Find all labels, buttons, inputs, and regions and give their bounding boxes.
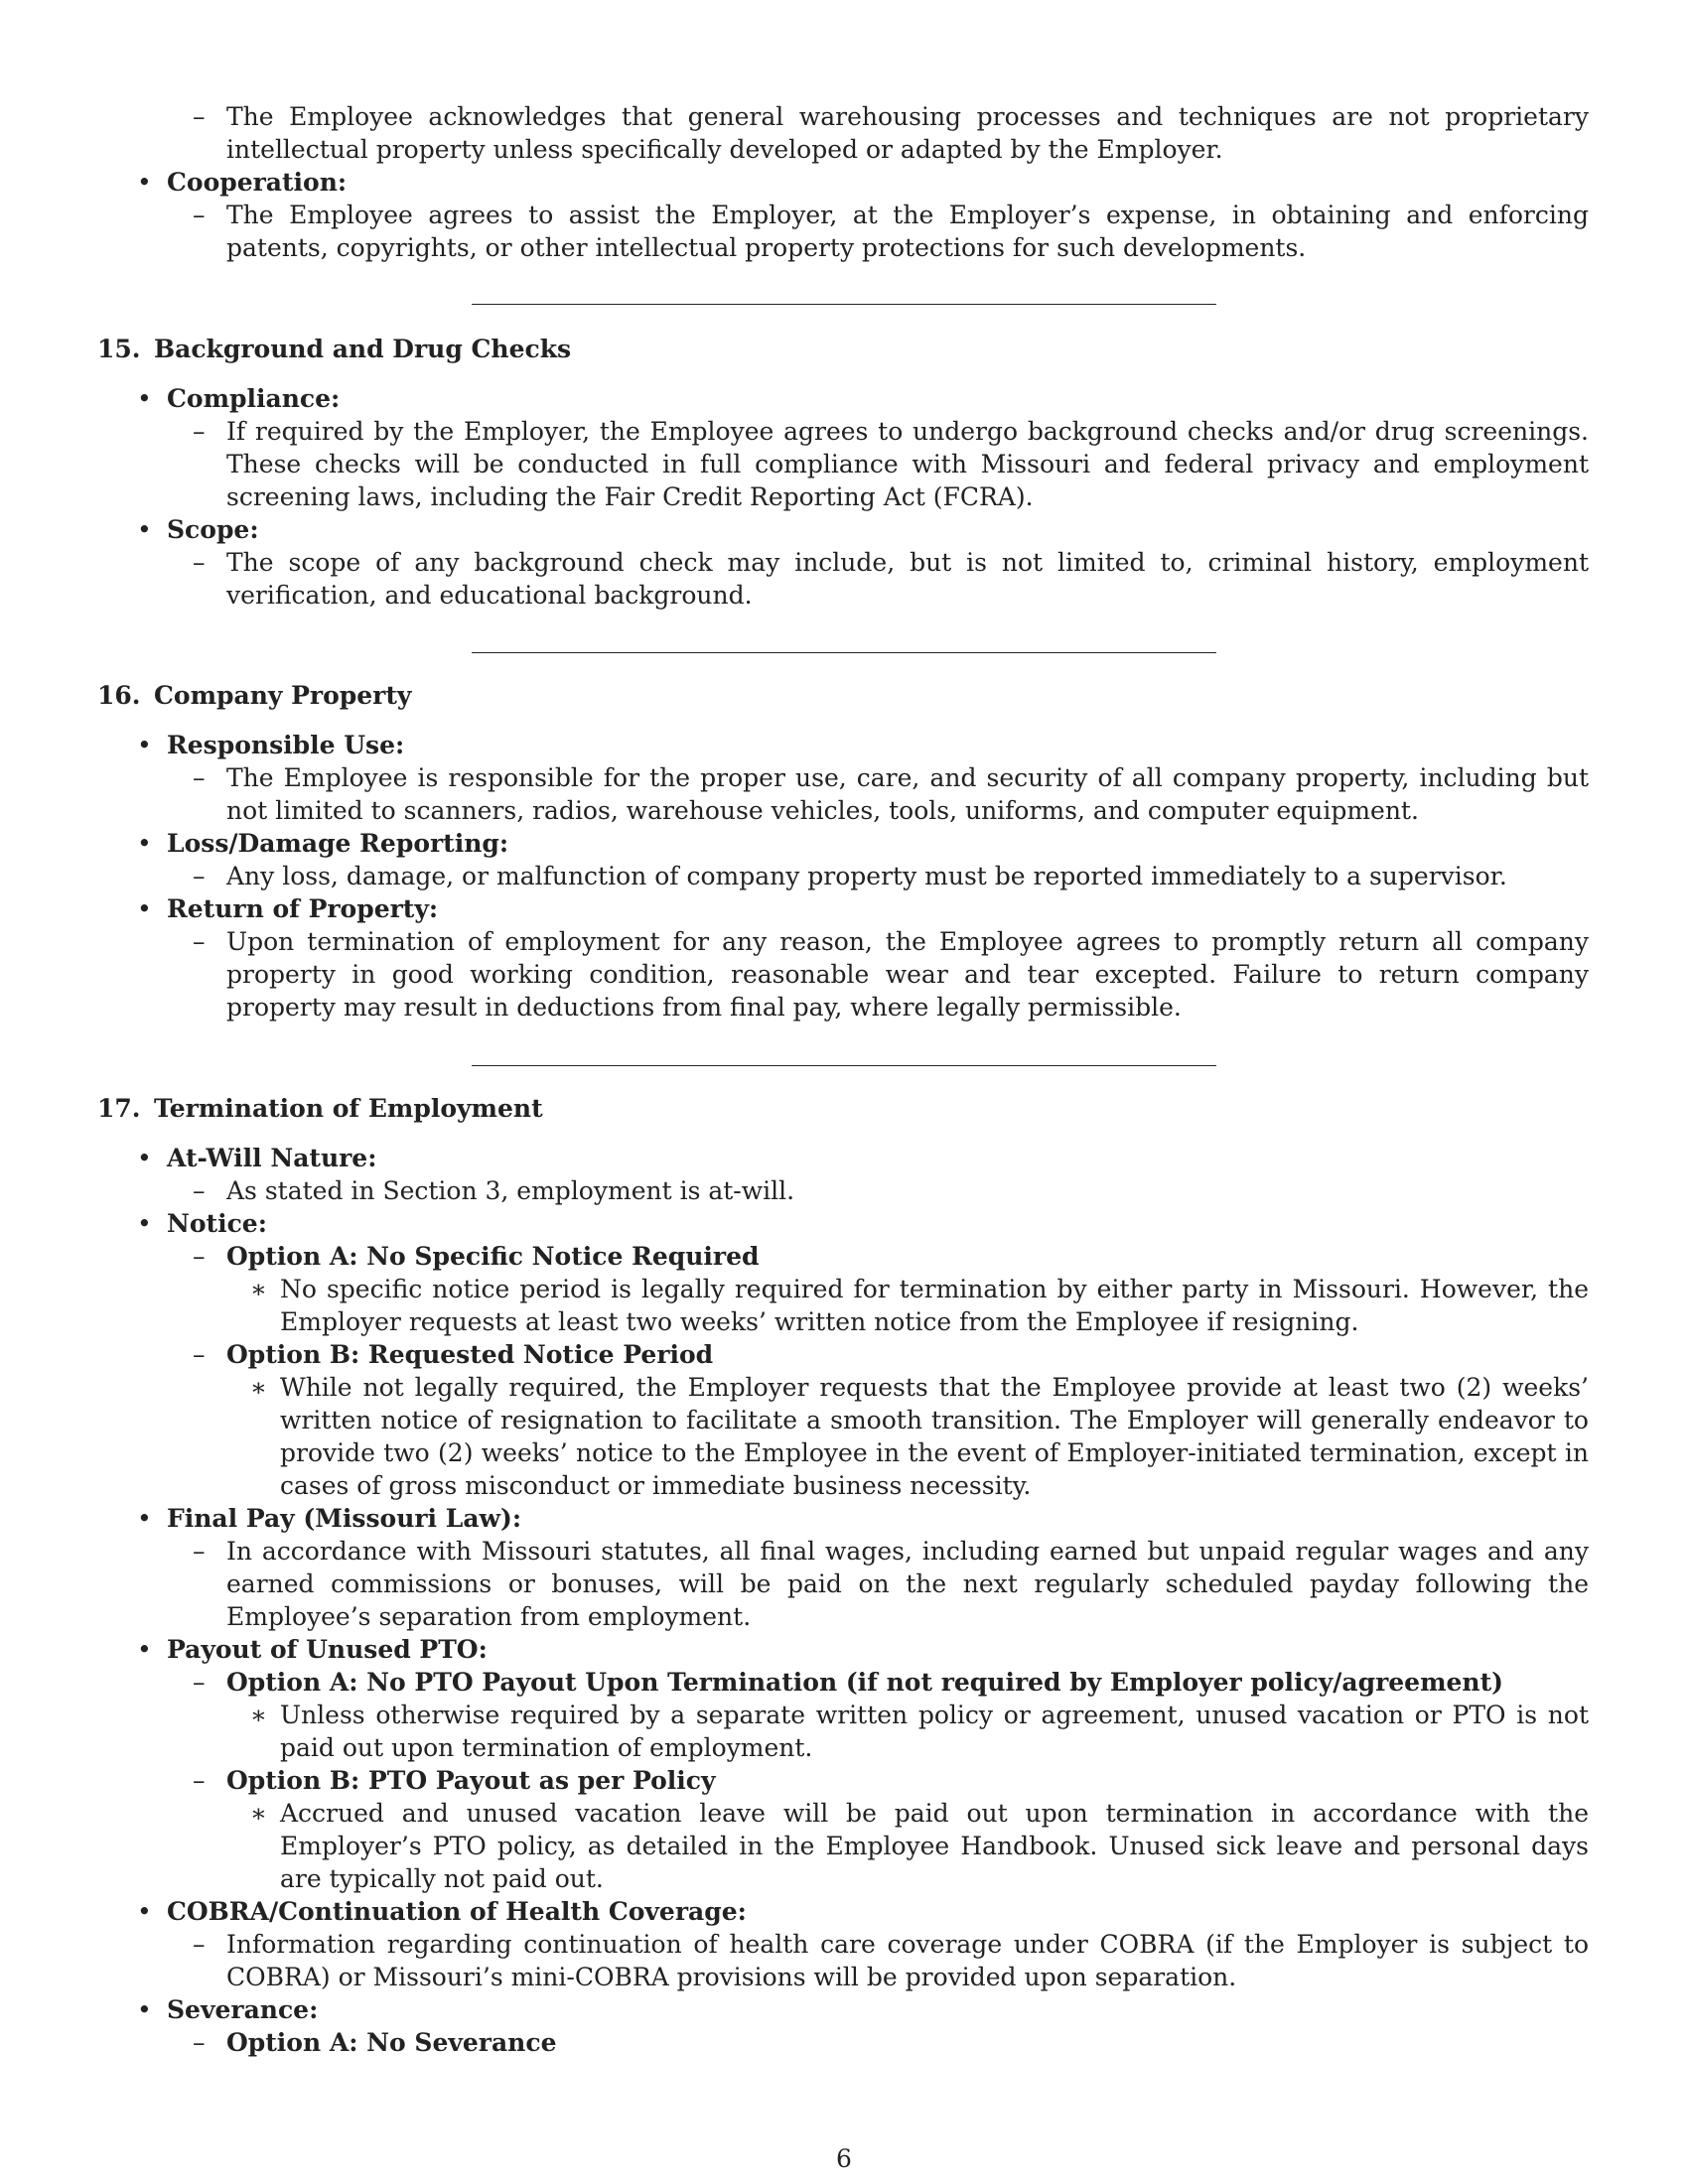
dash-marker: – [193, 548, 206, 577]
section-title: Termination of Employment [154, 1094, 543, 1123]
bullet-marker: • [137, 894, 152, 923]
at-will-subitem [193, 1174, 1589, 1207]
return-property-subitem [193, 925, 1589, 1024]
return-property-item [137, 892, 1589, 925]
bullet-marker: • [137, 384, 152, 413]
compliance-text: If required by the Employer, the Employee agrees to undergo background checks and/or drug screenings. These checks will be conducted in full compliance with Missouri and federal privacy and employment screening laws, including the Fair Credit Reporting Act (FCRA). [226, 417, 1589, 511]
dash-marker: – [193, 1176, 206, 1205]
notice-option-a [193, 1240, 1589, 1273]
section-title: Company Property [154, 681, 412, 710]
dash-marker: – [193, 102, 206, 131]
severance-option-a [193, 2026, 1589, 2059]
scope-item [137, 513, 1589, 546]
severance-option-a-label: Option A: No Severance [226, 2028, 557, 2057]
asterisk-marker: ∗ [250, 1373, 267, 1402]
final-pay-text: In accordance with Missouri statutes, all final wages, including earned but unpaid regular wages and any earned commissions or bonuses, will be paid on the next regularly scheduled payday following the Employee’s separation from employment. [226, 1537, 1589, 1631]
cooperation-subitem [193, 199, 1589, 264]
section-divider [472, 304, 1216, 305]
pto-option-b-text: Accrued and unused vacation leave will be paid out upon termination in accordance with the Employer’s PTO policy, as detailed in the Employee Handbook. Unused sick leave and personal days are typically not paid out. [280, 1799, 1589, 1893]
bullet-marker: • [137, 515, 152, 544]
cooperation-label: Cooperation: [167, 168, 348, 197]
bullet-marker: • [137, 1209, 152, 1238]
bullet-marker: • [137, 1995, 152, 2024]
compliance-subitem [193, 415, 1589, 513]
pto-option-a-label: Option A: No PTO Payout Upon Termination (if not required by Employer policy/agreement) [226, 1668, 1503, 1697]
dash-marker: – [193, 201, 206, 229]
loss-reporting-label: Loss/Damage Reporting: [167, 829, 509, 858]
cooperation-item [137, 166, 1589, 199]
cooperation-text: The Employee agrees to assist the Employer, at the Employer’s expense, in obtaining and enforcing patents, copyrights, or other intellectual property protections for such developments. [226, 201, 1589, 262]
asterisk-marker: ∗ [250, 1799, 267, 1828]
section-number: 15. [97, 335, 141, 363]
dash-marker: – [193, 1766, 206, 1795]
bullet-marker: • [137, 1635, 152, 1664]
loss-reporting-text: Any loss, damage, or malfunction of company property must be reported immediately to a supervisor. [226, 862, 1507, 890]
scope-label: Scope: [167, 515, 259, 544]
pto-option-a-text: Unless otherwise required by a separate written policy or agreement, unused vacation or PTO is not paid out upon termination of employment. [280, 1701, 1589, 1762]
section-16-heading [97, 679, 411, 712]
dash-marker: – [193, 1930, 206, 1959]
notice-option-a-label: Option A: No Specific Notice Required [226, 1242, 760, 1271]
pto-option-b [193, 1764, 1589, 1797]
asterisk-marker: ∗ [250, 1701, 267, 1729]
loss-reporting-item [137, 827, 1589, 860]
pto-option-b-detail [250, 1797, 1589, 1895]
dash-marker: – [193, 1537, 206, 1566]
pto-payout-label: Payout of Unused PTO: [167, 1635, 488, 1664]
bullet-marker: • [137, 168, 152, 197]
responsible-use-text: The Employee is responsible for the proper use, care, and security of all company property, including but not limited to scanners, radios, warehouse vehicles, tools, uniforms, and computer equipment. [226, 763, 1589, 825]
notice-option-b-text: While not legally required, the Employer requests that the Employee provide at least two (2) weeks’ written notice of resignation to facilitate a smooth transition. The Employer will generally endeavor to provide two (2) weeks’ notice to the Employee in the event of Employer-initiated termination, except in cases of gross misconduct or immediate business necessity. [280, 1373, 1589, 1500]
cobra-item [137, 1895, 1589, 1928]
bullet-marker: • [137, 731, 152, 759]
final-pay-item [137, 1502, 1589, 1535]
compliance-item [137, 382, 1589, 415]
dash-marker: – [193, 417, 206, 446]
section-divider [472, 1065, 1216, 1066]
severance-item [137, 1993, 1589, 2026]
responsible-use-subitem [193, 761, 1589, 827]
bullet-marker: • [137, 1897, 152, 1926]
asterisk-marker: ∗ [250, 1275, 267, 1303]
at-will-item [137, 1142, 1589, 1174]
dash-marker: – [193, 1242, 206, 1271]
pto-payout-item [137, 1633, 1589, 1666]
dash-marker: – [193, 1668, 206, 1697]
notice-item [137, 1207, 1589, 1240]
scope-subitem [193, 546, 1589, 612]
section-number: 16. [97, 681, 141, 710]
pto-option-a [193, 1666, 1589, 1699]
ip-acknowledgement-text: The Employee acknowledges that general warehousing processes and techniques are not proprietary intellectual property unless specifically developed or adapted by the Employer. [226, 102, 1589, 164]
bullet-marker: • [137, 829, 152, 858]
at-will-label: At-Will Nature: [167, 1144, 377, 1172]
pto-option-b-label: Option B: PTO Payout as per Policy [226, 1766, 716, 1795]
return-property-label: Return of Property: [167, 894, 439, 923]
scope-text: The scope of any background check may include, but is not limited to, criminal history, employment verification, and educational background. [226, 548, 1589, 610]
compliance-label: Compliance: [167, 384, 341, 413]
notice-label: Notice: [167, 1209, 267, 1238]
bullet-marker: • [137, 1144, 152, 1172]
cobra-subitem [193, 1928, 1589, 1993]
notice-option-b-detail [250, 1371, 1589, 1502]
severance-label: Severance: [167, 1995, 319, 2024]
section-number: 17. [97, 1094, 141, 1123]
cobra-label: COBRA/Continuation of Health Coverage: [167, 1897, 747, 1926]
at-will-text: As stated in Section 3, employment is at-will. [226, 1176, 795, 1205]
return-property-text: Upon termination of employment for any reason, the Employee agrees to promptly return all company property in good working condition, reasonable wear and tear excepted. Failure to return company property may result in deductions from final pay, where legally permissible. [226, 927, 1589, 1022]
cobra-text: Information regarding continuation of health care coverage under COBRA (if the Employer is subject to COBRA) or Missouri’s mini-COBRA provisions will be provided upon separation. [226, 1930, 1589, 1991]
final-pay-label: Final Pay (Missouri Law): [167, 1504, 522, 1533]
notice-option-b [193, 1338, 1589, 1371]
notice-option-b-label: Option B: Requested Notice Period [226, 1340, 714, 1369]
dash-marker: – [193, 1340, 206, 1369]
final-pay-subitem [193, 1535, 1589, 1633]
responsible-use-item [137, 729, 1589, 761]
bullet-marker: • [137, 1504, 152, 1533]
pto-option-a-detail [250, 1699, 1589, 1764]
page-number: 6 [836, 2144, 852, 2173]
notice-option-a-detail [250, 1273, 1589, 1338]
dash-marker: – [193, 862, 206, 890]
section-title: Background and Drug Checks [154, 335, 572, 363]
dash-marker: – [193, 763, 206, 792]
responsible-use-label: Responsible Use: [167, 731, 405, 759]
section-15-heading [97, 333, 571, 365]
section-divider [472, 652, 1216, 653]
notice-option-a-text: No specific notice period is legally required for termination by either party in Missouri. However, the Employer requests at least two weeks’ written notice from the Employee if resigning. [280, 1275, 1589, 1336]
loss-reporting-subitem [193, 860, 1589, 892]
ip-acknowledgement-item [193, 100, 1589, 166]
dash-marker: – [193, 927, 206, 956]
section-17-heading [97, 1092, 543, 1125]
dash-marker: – [193, 2028, 206, 2057]
